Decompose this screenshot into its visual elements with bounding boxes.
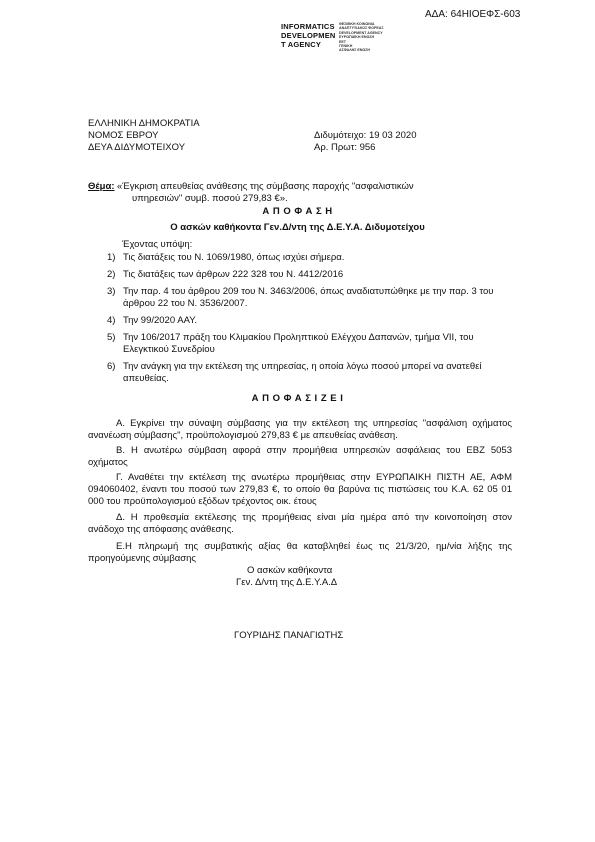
signatory-name: ΓΟΥΡΙΔΗΣ ΠΑΝΑΓΙΩΤΗΣ <box>234 630 344 641</box>
subject-line-1: «Έγκριση απευθείας ανάθεσης της σύμβασης παροχής "ασφαλιστικών <box>117 181 414 192</box>
subject-line-2: υπηρεσιών" συμβ. ποσού 279,83 €». <box>132 193 288 204</box>
authority-line: Ο ασκών καθήκοντα Γεν.Δ/ντη της Δ.Ε.Υ.Α. Διδυμοτείχου <box>170 222 425 233</box>
decision-title: Α Π Ο Φ Α Σ Η <box>262 206 333 217</box>
list-item: 6) Την ανάγκη για την εκτέλεση της υπηρεσίας, η οποία λόγω ποσού μπορεί να ανατεθεί απευθείας. <box>107 361 482 384</box>
paragraph-b: Β. Η ανωτέρω σύμβαση αφορά στην προμήθεια υπηρεσιών ασφάλειας του ΕΒΖ 5053 οχήματος <box>88 445 512 468</box>
list-item: 2) Τις διατάξεις των άρθρων 222 328 του Ν. 4412/2016 <box>107 269 344 280</box>
signature-title: Γεν. Δ/ντη της Δ.Ε.Υ.Α.Δ <box>236 577 338 588</box>
list-item: 5) Την 106/2017 πράξη του Κλιμακίου Προληπτικού Ελέγχου Δαπανών, τμήμα VII, του Ελεγκτικού Συνεδρίου <box>107 332 474 355</box>
considering-label: Έχοντας υπόψη: <box>122 239 193 250</box>
paragraph-a: Α. Εγκρίνει την σύναψη σύμβασης για την εκτέλεση της υπηρεσίας "ασφάλιση οχήματος ανανέωση σύμβασης", προϋπολογισμού 279,83 € με απευθείας ανάθεση. <box>88 418 512 441</box>
list-item: 3) Την παρ. 4 του άρθρου 209 του Ν. 3463/2006, όπως αναδιατυπώθηκε με την παρ. 3 του άρθρου 22 του Ν. 3536/2007. <box>107 286 494 309</box>
ada-code: ΑΔΑ: 64ΗΙΟΕΦΣ-603 <box>425 9 521 20</box>
logo-small-text: ΘΕΣΜΙΚΗ ΚΟΙΝΩΝΙΑ ΑΝΑΠΤΥΞΙΑΚΟΣ ΦΟΡΕΑΣ DEVELOPMENT AGENCY ΕΥΡΩΠΑΪΚΗ ΕΝΩΣΗ ΕΕΤ ΓΕΝΙΚΗ ΑΣΦΑΛΗΣ ΕΝΩΣΗ <box>339 22 384 53</box>
paragraph-d: Δ. Η προθεσμία εκτέλεσης της προμήθειας είναι μία ημέρα από την κοινοποίηση στον ανάδοχο της απόφασης ανάθεσης. <box>88 512 512 535</box>
list-item: 4) Την 99/2020 ΑΑΥ. <box>107 315 197 326</box>
document-date: Διδυμότειχο: 19 03 2020 <box>314 130 417 141</box>
sender-prefecture: ΝΟΜΟΣ ΕΒΡΟΥ <box>88 130 159 141</box>
sender-republic: ΕΛΛΗΝΙΚΗ ΔΗΜΟΚΡΑΤΙΑ <box>88 118 200 129</box>
considerations-list <box>107 252 517 390</box>
logo-text: INFORMATICS DEVELOPMEN T AGENCY <box>281 22 336 49</box>
list-item: 1) Τις διατάξεις του Ν. 1069/1980, όπως ισχύει σήμερα. <box>107 252 345 263</box>
sender-organization: ΔΕΥΑ ΔΙΔΥΜΟΤΕΙΧΟΥ <box>88 142 186 153</box>
protocol-number: Αρ. Πρωτ: 956 <box>314 142 376 153</box>
subject-label: Θέμα: <box>88 181 115 192</box>
signature-role: Ο ασκών καθήκοντα <box>247 565 333 576</box>
paragraph-e: Ε.Η πληρωμή της συμβατικής αξίας θα καταβληθεί έως τις 21/3/20, ημ/νία λήξης της προηγούμενης σύμβασης <box>88 541 512 564</box>
decides-title: Α Π Ο Φ Α Σ Ι Ζ Ε Ι <box>251 393 344 404</box>
paragraph-c: Γ. Αναθέτει την εκτέλεση της ανωτέρω προμήθειας στην ΕΥΡΩΠΑΙΚΗ ΠΙΣΤΗ ΑΕ, ΑΦΜ 094060402, έναντι του ποσού των 279,83 €, το οποίο θα βαρύνα τις πιστώσεις του Κ.Α. 62 05 01 000 του προϋπολογισμού εξόδων τρέχοντος οικ. έτους <box>88 472 512 507</box>
